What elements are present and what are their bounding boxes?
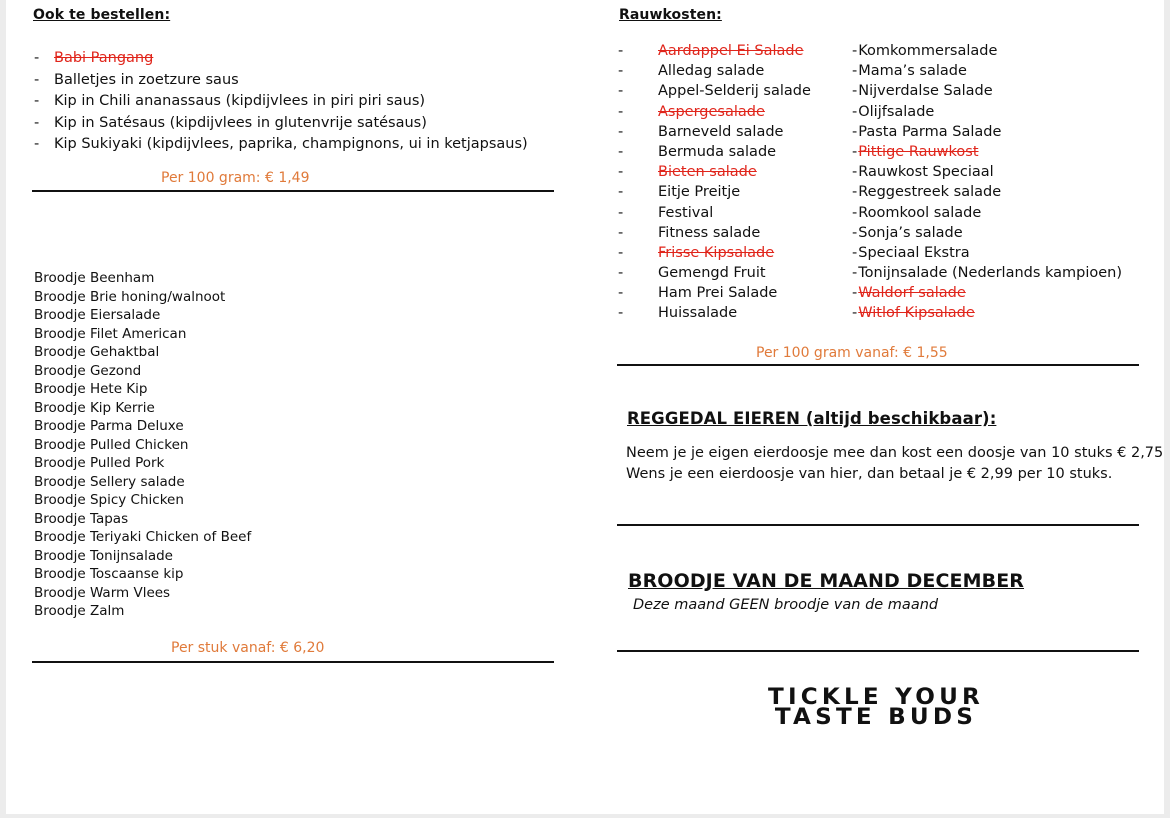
- divider: [617, 364, 1139, 366]
- list-item: [618, 203, 811, 223]
- divider: [32, 661, 554, 663]
- ook-te-bestellen-heading: Ook te bestellen:: [33, 7, 171, 23]
- list-item-label: Waldorf salade: [858, 285, 966, 302]
- list-item-label: Mama’s salade: [858, 63, 967, 80]
- list-dash: -: [618, 123, 624, 140]
- list-item: [618, 142, 811, 162]
- list-item: [852, 263, 1122, 283]
- slogan-line-2: TASTE BUDS: [774, 705, 978, 730]
- list-item-label: Kip Sukiyaki (kipdijvlees, paprika, champignons, ui in ketjapsaus): [54, 136, 528, 153]
- list-dash: -: [618, 164, 624, 181]
- list-item-label: Tonijnsalade (Nederlands kampioen): [858, 265, 1123, 282]
- list-dash: -: [618, 103, 624, 120]
- list-dash: -: [618, 63, 624, 80]
- list-item: [618, 243, 811, 263]
- list-item-label: Olijfsalade: [858, 103, 935, 120]
- list-dash: -: [852, 224, 858, 241]
- list-dash: -: [618, 204, 624, 221]
- list-item: [852, 142, 1122, 162]
- ook-te-bestellen-list: [34, 48, 528, 156]
- list-item-label: Alledag salade: [658, 63, 765, 80]
- list-item: [618, 182, 811, 202]
- list-dash: -: [618, 224, 624, 241]
- list-dash: -: [852, 285, 858, 302]
- broodje-van-de-maand-note: Deze maand GEEN broodje van de maand: [633, 597, 939, 613]
- list-item: Broodje Eiersalade: [34, 307, 161, 323]
- list-dash: -: [852, 43, 858, 59]
- list-item: [852, 61, 1122, 81]
- list-item: [34, 134, 528, 156]
- list-item-label: Pasta Parma Salade: [858, 123, 1002, 140]
- list-item: [852, 41, 1122, 61]
- eieren-line-1: Neem je je eigen eierdoosje mee dan kost een doosje van 10 stuks € 2,75: [626, 445, 1164, 461]
- list-item: Broodje Toscaanse kip: [34, 566, 184, 582]
- rauwkosten-price: Per 100 gram vanaf: € 1,55: [756, 345, 948, 361]
- broodjes-price: Per stuk vanaf: € 6,20: [171, 640, 325, 656]
- list-dash: -: [618, 143, 624, 160]
- list-item: Broodje Beenham: [34, 270, 155, 286]
- list-item: Broodje Pulled Pork: [34, 455, 165, 471]
- list-item: [618, 303, 811, 323]
- broodje-van-de-maand-heading: BROODJE VAN DE MAAND DECEMBER: [628, 570, 1025, 592]
- list-item: [852, 303, 1122, 323]
- list-item: [34, 70, 528, 92]
- list-dash: -: [852, 265, 858, 282]
- list-item: [852, 162, 1122, 182]
- list-item: Broodje Parma Deluxe: [34, 418, 184, 434]
- list-dash: -: [852, 184, 858, 201]
- list-item-label: Kip in Satésaus (kipdijvlees in glutenvrije satésaus): [54, 114, 427, 131]
- list-item-label: Komkommersalade: [858, 43, 998, 59]
- list-dash: -: [852, 143, 858, 160]
- rauwkosten-column-1: [618, 41, 811, 324]
- divider: [32, 190, 554, 192]
- list-item: Broodje Tonijnsalade: [34, 547, 173, 564]
- list-item-label: Frisse Kipsalade: [658, 244, 775, 261]
- list-dash: -: [618, 265, 624, 282]
- list-item: Broodje Kip Kerrie: [34, 399, 155, 416]
- list-item: [618, 223, 811, 243]
- list-item: [34, 48, 528, 70]
- list-item: Broodje Sellery salade: [34, 473, 185, 490]
- list-dash: -: [852, 123, 858, 140]
- list-dash: -: [852, 204, 858, 221]
- list-item-label: Ham Prei Salade: [658, 285, 778, 302]
- list-item-label: Reggestreek salade: [858, 184, 1002, 201]
- list-item: [618, 41, 811, 61]
- list-item-label: Balletjes in zoetzure saus: [54, 71, 239, 88]
- list-item-label: Festival: [658, 204, 714, 221]
- list-item: [852, 102, 1122, 122]
- list-item-label: Barneveld salade: [658, 123, 784, 140]
- list-item: [852, 283, 1122, 303]
- list-dash: -: [618, 244, 624, 261]
- list-item: [618, 81, 811, 101]
- rauwkosten-heading: Rauwkosten:: [619, 7, 722, 23]
- list-item: [34, 113, 528, 135]
- list-item: Broodje Pulled Chicken: [34, 436, 189, 453]
- list-dash: -: [852, 164, 858, 181]
- list-item: [852, 81, 1122, 101]
- list-item-label: Rauwkost Speciaal: [858, 164, 994, 181]
- list-item-label: Fitness salade: [658, 224, 761, 241]
- list-item-label: Huissalade: [658, 305, 738, 322]
- list-item-label: Gemengd Fruit: [658, 265, 766, 282]
- list-item: Broodje Filet American: [34, 325, 187, 342]
- slogan-line-1: TICKLE YOUR: [767, 685, 985, 710]
- list-item: [852, 223, 1122, 243]
- list-item-label: Speciaal Ekstra: [858, 244, 970, 261]
- list-dash: -: [852, 83, 858, 100]
- menu-page: [6, 0, 1164, 814]
- list-dash: -: [852, 103, 858, 120]
- divider: [617, 650, 1139, 652]
- list-item: [852, 203, 1122, 223]
- list-item: Broodje Hete Kip: [34, 381, 148, 397]
- list-dash: -: [618, 285, 624, 302]
- list-item: Broodje Gehaktbal: [34, 344, 160, 360]
- list-item-label: Babi Pangang: [54, 50, 154, 66]
- list-dash: -: [852, 244, 858, 261]
- eieren-line-2: Wens je een eierdoosje van hier, dan betaal je € 2,99 per 10 stuks.: [626, 466, 1113, 482]
- list-item-label: Eitje Preitje: [658, 184, 741, 201]
- list-dash: -: [852, 63, 858, 80]
- eieren-heading: REGGEDAL EIEREN (altijd beschikbaar):: [627, 409, 997, 428]
- list-item: [618, 162, 811, 182]
- list-item: Broodje Tapas: [34, 510, 129, 527]
- list-dash: -: [618, 305, 624, 322]
- list-item: Broodje Warm Vlees: [34, 584, 171, 601]
- list-item: Broodje Zalm: [34, 603, 125, 619]
- list-item: [618, 61, 811, 81]
- list-item-label: Nijverdalse Salade: [858, 83, 993, 100]
- list-item: [618, 122, 811, 142]
- list-item-label: Sonja’s salade: [858, 224, 963, 241]
- list-item: [852, 243, 1122, 263]
- list-item: [852, 122, 1122, 142]
- list-dash: -: [852, 305, 858, 322]
- list-item-label: Aspergesalade: [658, 103, 765, 120]
- list-dash: -: [618, 43, 624, 59]
- list-item-label: Witlof Kipsalade: [858, 305, 975, 322]
- list-item: [618, 102, 811, 122]
- list-item: Broodje Teriyaki Chicken of Beef: [34, 529, 252, 545]
- list-dash: -: [618, 83, 624, 100]
- list-item-label: Bieten salade: [658, 164, 757, 181]
- rauwkosten-column-2: [852, 41, 1122, 324]
- list-item-label: Kip in Chili ananassaus (kipdijvlees in piri piri saus): [54, 93, 426, 110]
- divider: [617, 524, 1139, 526]
- list-item: Broodje Spicy Chicken: [34, 492, 184, 508]
- list-item: [34, 91, 528, 113]
- list-item: [618, 283, 811, 303]
- list-item-label: Bermuda salade: [658, 143, 777, 160]
- list-item: Broodje Brie honing/walnoot: [34, 288, 226, 305]
- eieren-text: [626, 443, 1163, 485]
- list-item: [618, 263, 811, 283]
- list-item-label: Aardappel Ei Salade: [658, 43, 804, 59]
- broodjes-list: [34, 269, 251, 621]
- list-item-label: Roomkool salade: [858, 204, 982, 221]
- list-item-label: Appel-Selderij salade: [658, 83, 811, 100]
- list-item: Broodje Gezond: [34, 362, 142, 379]
- slogan: [734, 685, 1018, 730]
- list-dash: -: [618, 184, 624, 201]
- ook-te-bestellen-price: Per 100 gram: € 1,49: [161, 170, 310, 186]
- list-item: [852, 182, 1122, 202]
- list-item-label: Pittige Rauwkost: [858, 143, 979, 160]
